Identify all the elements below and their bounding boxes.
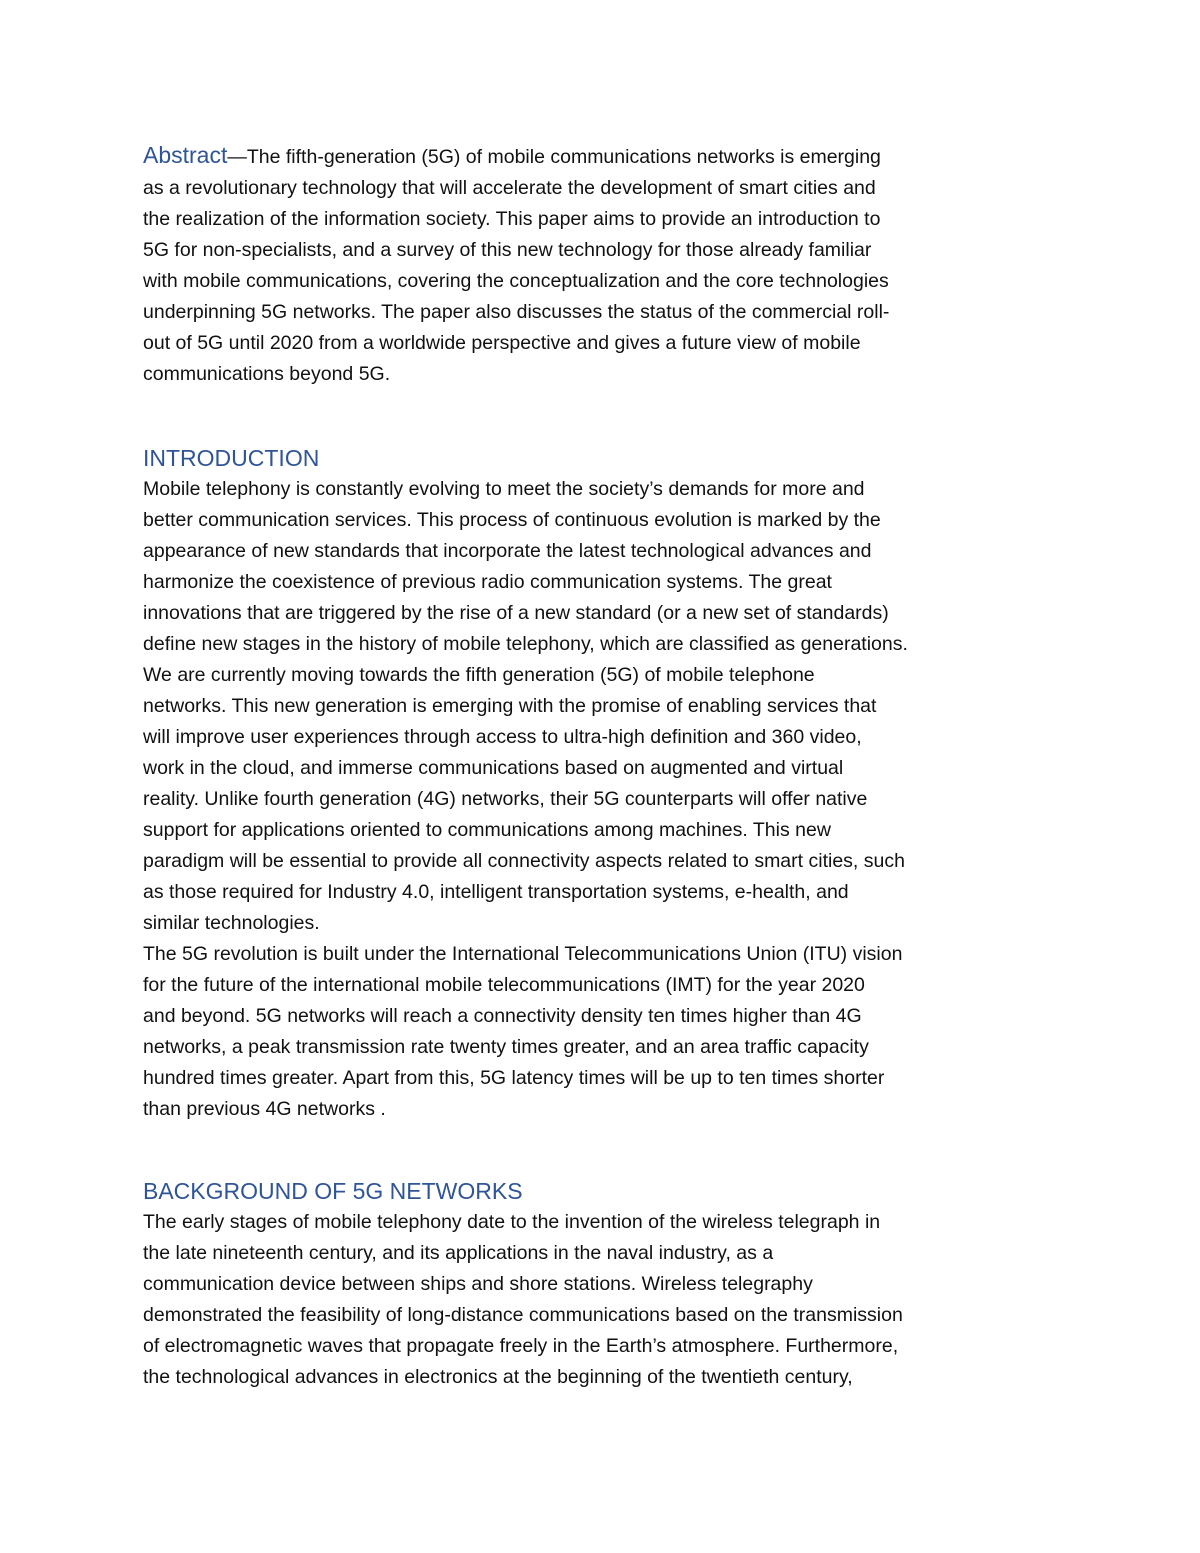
abstract-paragraph [143, 140, 1073, 390]
document-body [143, 140, 1073, 1393]
background-paragraph [143, 1207, 1073, 1393]
section-spacer [143, 1125, 1073, 1176]
text-line: demonstrated the feasibility of long-distance communications based on the transmission [143, 1304, 903, 1326]
text-line: out of 5G until 2020 from a worldwide perspective and gives a future view of mobile [143, 332, 861, 354]
text-line: networks. This new generation is emerging with the promise of enabling services that [143, 695, 877, 717]
text-line: hundred times greater. Apart from this, 5G latency times will be up to ten times shorter [143, 1067, 885, 1089]
text-line: as a revolutionary technology that will accelerate the development of smart cities and [143, 177, 876, 199]
text-line: harmonize the coexistence of previous radio communication systems. The great [143, 571, 832, 593]
text-line: for the future of the international mobile telecommunications (IMT) for the year 2020 [143, 974, 865, 996]
abstract-label: Abstract [143, 142, 228, 168]
introduction-heading: INTRODUCTION [143, 445, 320, 471]
text-line: with mobile communications, covering the conceptualization and the core technologies [143, 270, 889, 292]
background-heading: BACKGROUND OF 5G NETWORKS [143, 1178, 523, 1204]
text-line: innovations that are triggered by the rise of a new standard (or a new set of standards) [143, 602, 889, 624]
text-line: will improve user experiences through access to ultra-high definition and 360 video, [143, 726, 862, 748]
text-line: of electromagnetic waves that propagate freely in the Earth’s atmosphere. Furthermore, [143, 1335, 899, 1357]
text-line: define new stages in the history of mobile telephony, which are classified as generations. [143, 633, 908, 655]
text-line: networks, a peak transmission rate twenty times greater, and an area traffic capacity [143, 1036, 869, 1058]
abstract-first-line [143, 140, 1073, 173]
introduction-paragraph-1 [143, 474, 1073, 939]
text-line: Mobile telephony is constantly evolving to meet the society’s demands for more and [143, 478, 865, 500]
text-line: support for applications oriented to communications among machines. This new [143, 819, 831, 841]
text-line: appearance of new standards that incorporate the latest technological advances and [143, 540, 872, 562]
text-line: better communication services. This process of continuous evolution is marked by the [143, 509, 881, 531]
text-line: similar technologies. [143, 912, 320, 934]
text-line: the technological advances in electronics at the beginning of the twentieth century, [143, 1366, 853, 1388]
text-line: underpinning 5G networks. The paper also discusses the status of the commercial roll- [143, 301, 890, 323]
text-line: than previous 4G networks . [143, 1098, 386, 1120]
text-line: communication device between ships and shore stations. Wireless telegraphy [143, 1273, 813, 1295]
section-spacer [143, 390, 1073, 443]
text-line: The early stages of mobile telephony date to the invention of the wireless telegraph in [143, 1211, 881, 1233]
text-line: communications beyond 5G. [143, 363, 391, 385]
introduction-paragraph-2 [143, 939, 1073, 1125]
text-line: We are currently moving towards the fifth generation (5G) of mobile telephone [143, 664, 815, 686]
text-line: 5G for non-specialists, and a survey of this new technology for those already familiar [143, 239, 872, 261]
text-line: the late nineteenth century, and its applications in the naval industry, as a [143, 1242, 774, 1264]
text-line: as those required for Industry 4.0, intelligent transportation systems, e-health, and [143, 881, 849, 903]
text-line: and beyond. 5G networks will reach a connectivity density ten times higher than 4G [143, 1005, 862, 1027]
text-line: the realization of the information society. This paper aims to provide an introduction to [143, 208, 881, 230]
text-line: work in the cloud, and immerse communications based on augmented and virtual [143, 757, 844, 779]
text-line: The 5G revolution is built under the International Telecommunications Union (ITU) vision [143, 943, 903, 965]
text-line: reality. Unlike fourth generation (4G) networks, their 5G counterparts will offer native [143, 788, 868, 810]
text-line: —The fifth-generation (5G) of mobile communications networks is emerging [227, 146, 881, 168]
text-line: paradigm will be essential to provide all connectivity aspects related to smart cities, such [143, 850, 905, 872]
